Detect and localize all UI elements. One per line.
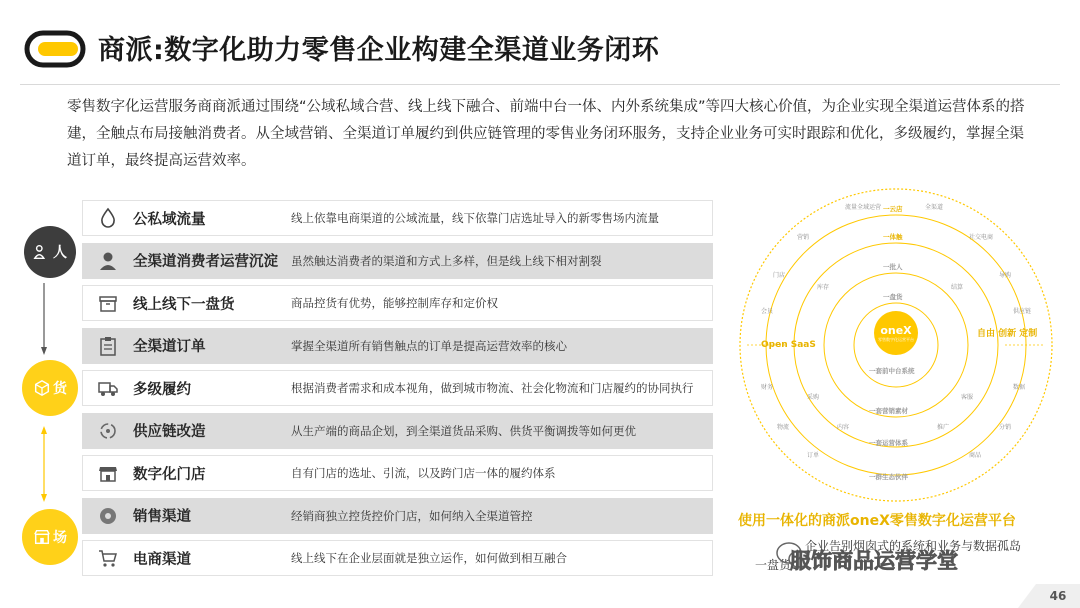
page-number: 46 xyxy=(1036,584,1080,608)
cart-icon xyxy=(97,547,119,569)
row-name: 线上线下一盘货 xyxy=(133,296,235,313)
brand-logo-icon xyxy=(24,30,86,68)
stage-venue xyxy=(22,509,78,565)
ring-outer-label: 流量全域运营 xyxy=(845,204,882,211)
list-item xyxy=(82,413,713,449)
ring-outer-label: 推广 xyxy=(937,424,950,431)
stage-people xyxy=(24,226,76,278)
onex-ring-diagram xyxy=(737,186,1055,504)
row-desc: 线上依靠电商渠道的公域流量，线下依靠门店选址导入的新零售场内流量 xyxy=(291,211,659,225)
list-item xyxy=(82,455,713,491)
truck-icon xyxy=(97,377,119,399)
row-desc: 虽然触达消费者的渠道和方式上多样，但是线上线下相对割裂 xyxy=(291,253,602,268)
gear-badge-icon xyxy=(97,505,119,527)
ring-outer-label: 商品 xyxy=(969,452,982,459)
watermark-text: 服饰商品运营学堂 xyxy=(790,549,958,573)
list-item xyxy=(82,285,713,321)
ring-outer-label: 物流 xyxy=(777,424,790,431)
page-title: 商派:数字化助力零售企业构建全渠道业务闭环 xyxy=(98,35,660,66)
ring-outer-label: 门店 xyxy=(773,272,786,279)
clipboard-icon xyxy=(97,335,119,357)
ring-outer-label: 供应链 xyxy=(1013,308,1032,315)
inventory-box-icon xyxy=(97,292,119,314)
ring-outer-label: 客服 xyxy=(961,394,974,401)
platform-caption: 使用一体化的商派oneX零售数字化运营平台 xyxy=(738,513,1016,529)
ring-outer-label: 社交电商 xyxy=(969,234,994,241)
page-corner-decoration xyxy=(1018,584,1036,608)
row-name: 电商渠道 xyxy=(133,551,191,568)
row-name: 全渠道订单 xyxy=(133,339,206,355)
row-desc: 掌握全渠道所有销售触点的订单是提高运营效率的核心 xyxy=(291,338,567,353)
caption-sub-2: 一盘货 xyxy=(755,558,792,572)
side-label-left: Open SaaS xyxy=(761,340,816,350)
ring-outer-label: 内容 xyxy=(837,424,850,431)
box-icon xyxy=(33,379,51,397)
stage-label-goods: 货 xyxy=(53,381,67,397)
list-item xyxy=(82,540,713,576)
arrow-down-icon xyxy=(41,283,47,355)
ring-key-top-2: 一体触 xyxy=(883,233,903,241)
ring-key-top-1: 一云店 xyxy=(883,205,903,213)
list-item xyxy=(82,498,713,534)
cycle-icon xyxy=(97,420,119,442)
onex-subtitle: 零售数字化运营平台 xyxy=(878,336,914,342)
row-desc: 根据消费者需求和成本视角，做到城市物流、社会化物流和门店履约的协同执行 xyxy=(291,381,694,395)
ring-key-bottom-1: 一套前中台系统 xyxy=(869,367,915,375)
row-desc: 商品控货有优势，能够控制库存和定价权 xyxy=(291,296,498,310)
row-name: 销售渠道 xyxy=(133,509,191,525)
ring-outer-label: 导购 xyxy=(999,272,1012,279)
user-icon xyxy=(97,250,119,272)
list-item xyxy=(82,200,713,236)
ring-outer-label: 订单 xyxy=(807,452,820,459)
row-name: 多级履约 xyxy=(133,381,191,398)
stage-label-people: 人 xyxy=(53,245,67,261)
ring-key-bottom-4: 一群生态伙伴 xyxy=(869,473,908,481)
row-name: 数字化门店 xyxy=(133,466,206,483)
row-desc: 线上线下在企业层面就是独立运作，如何做到相互融合 xyxy=(291,551,567,565)
ring-key-bottom-2: 一套营销素材 xyxy=(869,407,908,415)
ring-outer-label: 会员 xyxy=(761,308,774,315)
ring-key-top-4: 一盘货 xyxy=(883,293,903,301)
title-divider xyxy=(20,84,1060,85)
stage-goods xyxy=(22,360,78,416)
row-desc: 从生产端的商品企划，到全渠道货品采购、供货平衡调拨等如何更优 xyxy=(291,423,636,438)
row-desc: 经销商独立控货控价门店，如何纳入全渠道管控 xyxy=(291,508,533,523)
row-desc: 自有门店的选址、引流，以及跨门店一体的履约体系 xyxy=(291,466,556,480)
onex-title: oneX xyxy=(880,323,912,337)
drop-icon xyxy=(97,207,119,229)
row-name: 公私域流量 xyxy=(133,211,206,228)
ring-outer-label: 全渠道 xyxy=(925,204,944,211)
list-item xyxy=(82,243,713,279)
ring-outer-label: 营销 xyxy=(797,234,810,241)
row-name: 全渠道消费者运营沉淀 xyxy=(133,254,278,270)
ring-outer-label: 结算 xyxy=(951,284,964,291)
stage-label-venue: 场 xyxy=(53,530,67,546)
onex-center-badge xyxy=(874,311,918,355)
store-icon xyxy=(33,528,51,546)
caption-sub-1: 企业告别烟囱式的系统和业务与数据孤岛 xyxy=(805,539,1022,553)
people-icon xyxy=(33,243,51,261)
ring-outer-label: 库存 xyxy=(817,284,830,291)
intro-paragraph: 零售数字化运营服务商商派通过围绕“公域私域合营、线上线下融合、前端中台一体、内外系统集成”等四大核心价值，为企业实现全渠道运营体系的搭建，全触点布局接触消费者。从全域营销、全渠道订单履约到供应链管理的零售业务闭环服务，支持企业业务可实时跟踪和优化，多级履约，掌握全渠道订单，最终提高运营效率。 xyxy=(67,99,1025,169)
ring-outer-label: 数据 xyxy=(1013,384,1026,391)
ring-outer-label: 财务 xyxy=(761,384,774,391)
ring-outer-label: 分销 xyxy=(999,424,1012,431)
arrow-double-icon xyxy=(41,426,47,502)
side-label-right: 自由 创新 定制 xyxy=(977,329,1038,339)
ring-key-bottom-3: 一套运营体系 xyxy=(869,439,908,447)
row-name: 供应链改造 xyxy=(133,424,206,440)
ring-key-top-3: 一批人 xyxy=(883,263,903,271)
value-rows-list xyxy=(82,200,713,583)
shop-icon xyxy=(97,462,119,484)
ring-outer-label: 采购 xyxy=(807,394,820,401)
list-item xyxy=(82,370,713,406)
list-item xyxy=(82,328,713,364)
